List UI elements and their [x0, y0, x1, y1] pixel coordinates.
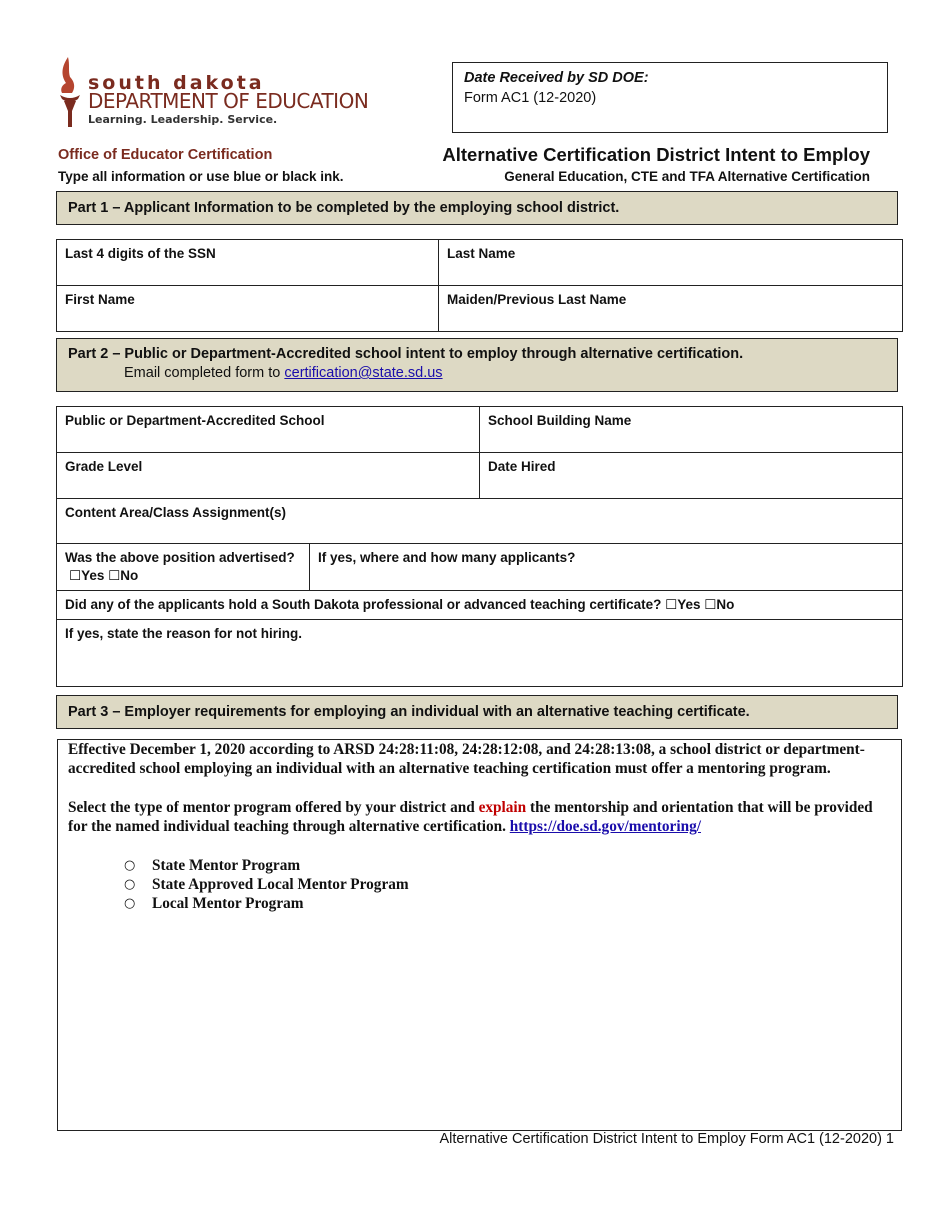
mentor-program-section[interactable]: [57, 739, 902, 1131]
content-area-label: Content Area/Class Assignment(s): [65, 505, 287, 520]
last-name-field[interactable]: [439, 240, 903, 286]
building-label: School Building Name: [488, 413, 632, 428]
advertised-field: [57, 544, 310, 591]
office-name: Office of Educator Certification: [58, 147, 273, 163]
maiden-name-label: Maiden/Previous Last Name: [447, 292, 627, 307]
school-label: Public or Department-Accredited School: [65, 413, 325, 428]
grade-level-field[interactable]: [57, 453, 480, 499]
advertised-label: Was the above position advertised?: [65, 550, 295, 565]
part2-heading-text: Part 2 – Public or Department-Accredited school intent to employ through alternative certification.: [68, 346, 744, 362]
form-code: Form AC1 (12-2020): [464, 90, 597, 106]
part1-heading-text: Part 1 – Applicant Information to be completed by the employing school district.: [68, 200, 620, 216]
sd-doe-logo: [56, 55, 396, 130]
maiden-name-field[interactable]: [439, 286, 903, 332]
mentoring-link[interactable]: https://doe.sd.gov/mentoring/: [509, 818, 701, 835]
mentor-selection-text-b: the mentorship and orientation that will be provided for the named individual teaching through alternative certification.: [68, 799, 873, 835]
advertised-yes-no-checkboxes[interactable]: ☐Yes ☐No: [69, 568, 139, 583]
option-label: Local Mentor Program: [152, 895, 304, 912]
ssn-label: Last 4 digits of the SSN: [65, 246, 216, 261]
ink-instructions: Type all information or use blue or black ink.: [58, 169, 344, 184]
mentor-program-options: [68, 856, 891, 913]
option-bullet: ○: [124, 877, 136, 892]
applicants-where-field[interactable]: [310, 544, 903, 591]
part2-heading: [56, 338, 898, 392]
logo-tagline: Learning. Leadership. Service.: [88, 113, 278, 126]
form-title: Alternative Certification District Intent to Employ: [442, 144, 870, 165]
school-info-table: [56, 406, 903, 687]
email-instruction: [68, 365, 886, 381]
page-footer: Alternative Certification District Intent to Employ Form AC1 (12-2020) 1: [439, 1131, 894, 1147]
date-hired-field[interactable]: [480, 453, 903, 499]
ssn-field[interactable]: [57, 240, 439, 286]
date-received-box[interactable]: [452, 62, 888, 133]
applicants-where-label: If yes, where and how many applicants?: [318, 550, 576, 565]
email-prefix: Email completed form to: [124, 365, 285, 381]
logo-line-south-dakota: south dakota: [88, 72, 265, 94]
mentor-selection-text-a: Select the type of mentor program offered by your district and: [68, 799, 479, 816]
option-label: State Mentor Program: [152, 857, 301, 874]
grade-level-label: Grade Level: [65, 459, 143, 474]
mentor-selection-paragraph: [68, 798, 891, 836]
logo-line-department: DEPARTMENT OF EDUCATION: [88, 89, 369, 113]
reason-not-hiring-label: If yes, state the reason for not hiring.: [65, 626, 303, 641]
part3-heading-text: Part 3 – Employer requirements for employing an individual with an alternative teaching certificate.: [68, 704, 750, 720]
option-label: State Approved Local Mentor Program: [152, 876, 409, 893]
form-subtitle: General Education, CTE and TFA Alternative Certification: [504, 169, 870, 184]
option-state-mentor[interactable]: [68, 856, 891, 875]
option-state-approved-local[interactable]: [68, 875, 891, 894]
mentoring-requirement-paragraph: Effective December 1, 2020 according to ARSD 24:28:11:08, 24:28:12:08, and 24:28:13:08, a school district or department-accredited school employing an individual with an alternative teaching certification must offer a mentoring program.: [68, 741, 865, 777]
torch-flame-icon: [56, 55, 84, 130]
sd-certificate-label: Did any of the applicants hold a South Dakota professional or advanced teaching certificate? ☐Yes ☐No: [65, 597, 735, 612]
part3-heading: [56, 695, 898, 729]
date-hired-label: Date Hired: [488, 459, 556, 474]
last-name-label: Last Name: [447, 246, 516, 261]
explain-highlight: explain: [478, 799, 527, 816]
content-area-field[interactable]: [57, 499, 903, 544]
school-field[interactable]: [57, 407, 480, 453]
applicant-info-table: [56, 239, 903, 332]
email-link[interactable]: certification@state.sd.us: [284, 365, 443, 381]
option-local-mentor[interactable]: [68, 894, 891, 913]
option-bullet: ○: [124, 858, 136, 873]
reason-not-hiring-field[interactable]: [57, 620, 903, 687]
first-name-field[interactable]: [57, 286, 439, 332]
date-received-label: Date Received by SD DOE:: [464, 70, 649, 86]
building-field[interactable]: [480, 407, 903, 453]
sd-certificate-question[interactable]: [57, 591, 903, 620]
option-bullet: ○: [124, 896, 136, 911]
first-name-label: First Name: [65, 292, 135, 307]
part1-heading: [56, 191, 898, 225]
